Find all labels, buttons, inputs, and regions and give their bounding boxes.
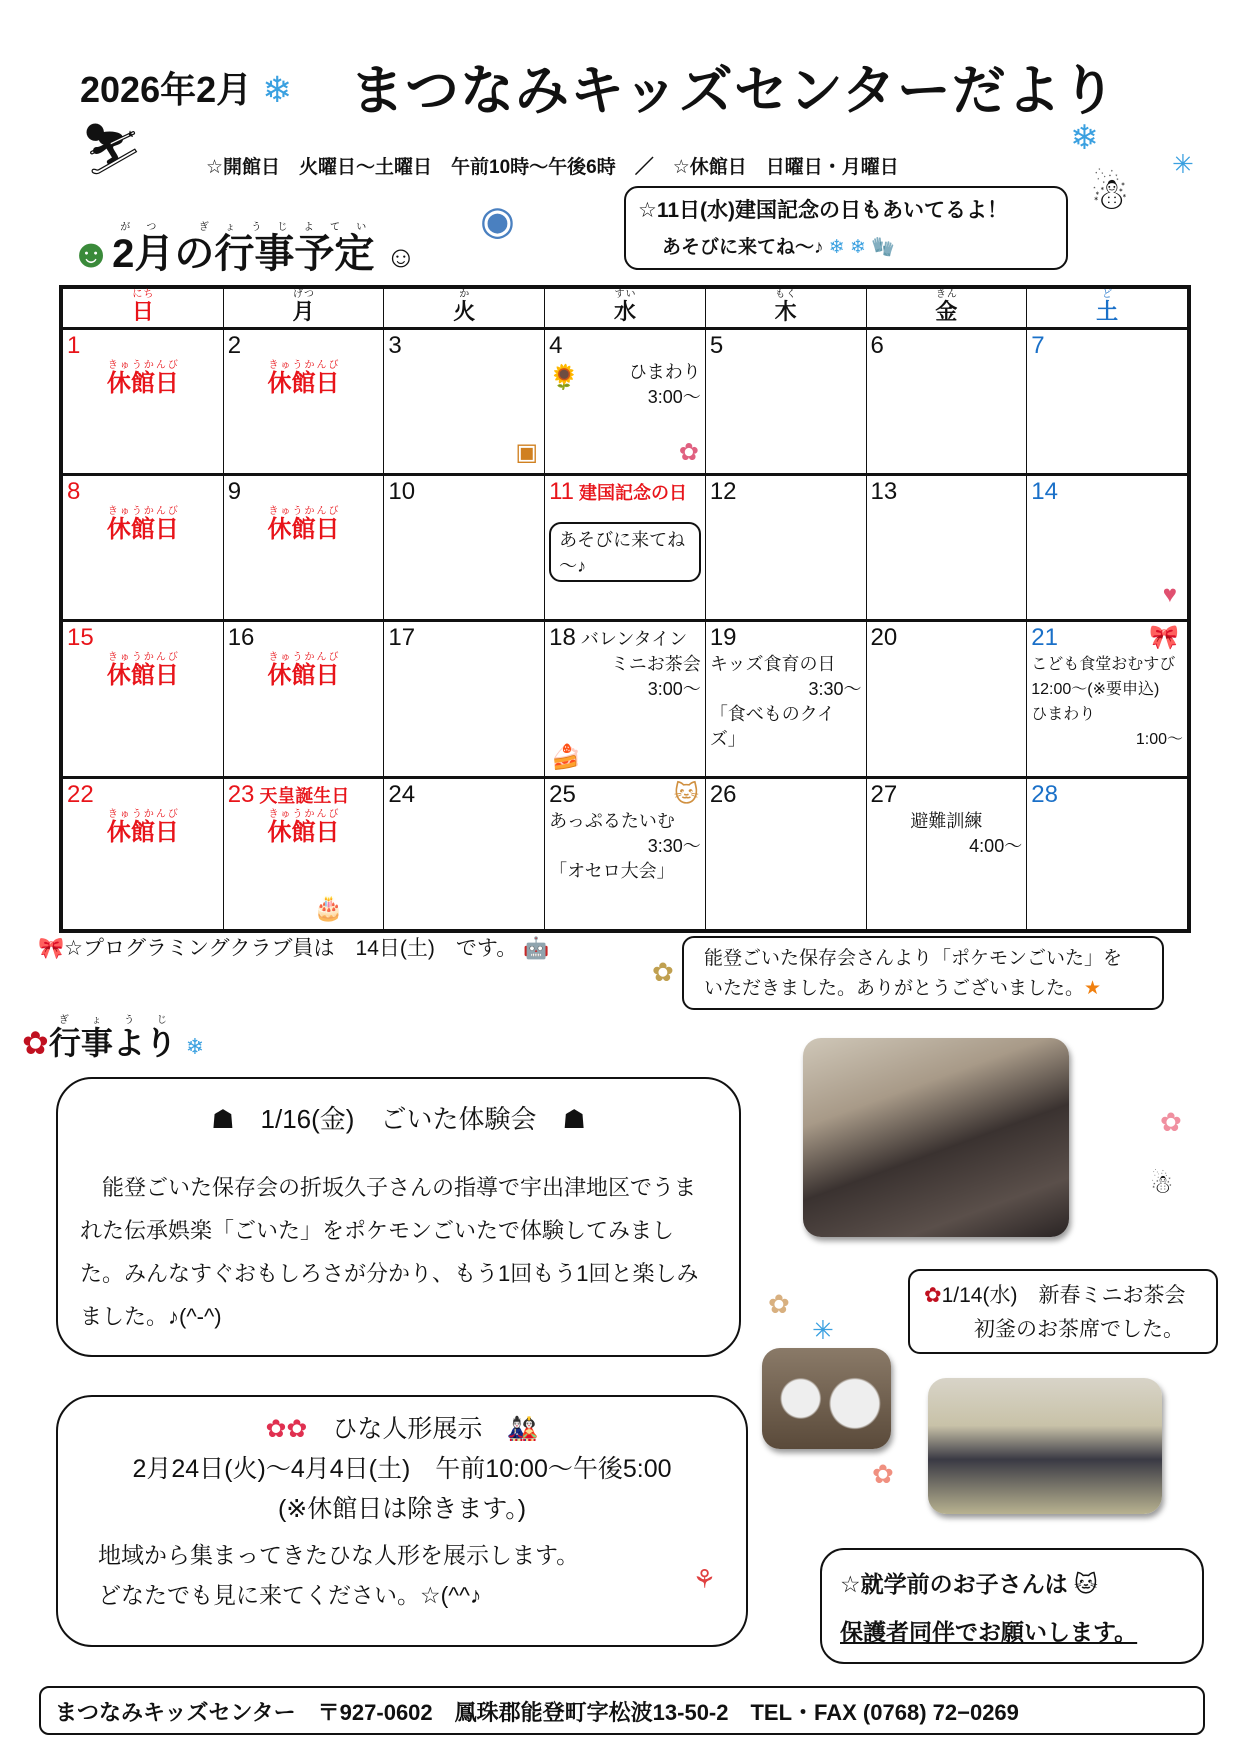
thanks-bubble (682, 936, 1164, 1010)
hina-note: (※休館日は除きます。) (277, 1495, 527, 1523)
calendar-day-cell (1027, 778, 1188, 930)
snowflake-icon: ✳ (1172, 149, 1194, 179)
goita-report-box (56, 1077, 741, 1357)
calendar-week (63, 329, 1188, 475)
day-number: 26 (709, 781, 737, 808)
preschool-notice-box (820, 1548, 1204, 1664)
weekday-header: 土ど (1027, 289, 1188, 329)
day-number: 19 (709, 624, 737, 651)
calendar-day-cell (705, 778, 866, 930)
ribbon-icon: 🎀 (38, 937, 65, 960)
speech-bubble: あそびに来てね～♪ (549, 522, 701, 582)
day-title: バレンタイン (580, 629, 688, 649)
event-calendar (59, 285, 1191, 933)
tea-party-bubble (908, 1269, 1218, 1354)
programming-club-note: 🎀☆プログラミングクラブ員は 14日(土) です。 🤖 (38, 937, 550, 960)
hina-desc1: 地域から集まってきたひな人形を展示します。 (98, 1542, 580, 1568)
hina-doll-box (56, 1395, 748, 1647)
closed-label: 休館日きゅうかんび (267, 360, 340, 397)
calendar-day-cell (1027, 329, 1188, 475)
calendar-day-cell (545, 621, 706, 778)
weekday-header: 火か (384, 289, 545, 329)
event-text: キッズ食育の日 (709, 654, 836, 674)
calendar-day-cell (705, 329, 866, 475)
notice-line2: あそびに来てね～♪ ❄ ❄ 🧤 (662, 237, 895, 258)
plum-blossom-icon: ✿ (678, 439, 699, 466)
event-text: 「オセロ大会」 (549, 861, 675, 881)
goita-photo (803, 1038, 1069, 1237)
day-number: 10 (388, 478, 416, 505)
holiday-notice-bubble (624, 186, 1068, 270)
plum-flower-icon: ✿ (924, 1284, 942, 1307)
weekday-header: 木もく (705, 289, 866, 329)
day-number: 18 (549, 624, 576, 651)
event-text: 3:00～ (647, 387, 701, 407)
event-text: あっぷるたいむ (549, 811, 675, 831)
calendar-week (63, 778, 1188, 930)
tsurushi-bina-icon: ⚘ (692, 1564, 716, 1594)
flower-icon: ✿ (1160, 1107, 1182, 1137)
day-number: 9 (227, 478, 242, 505)
snowflake-icon: ✳ (812, 1315, 834, 1345)
closed-label: 休館日きゅうかんび (106, 360, 179, 397)
day-number: 17 (388, 624, 416, 651)
weekday-header: 金きん (866, 289, 1027, 329)
calendar-day-cell (223, 621, 384, 778)
notice-line1: ☆11日(水)建国記念の日もあいてるよ！ (638, 199, 1009, 222)
day-number: 5 (709, 332, 724, 359)
day-number: 7 (1031, 332, 1045, 359)
cake-icon: 🍰 (551, 744, 581, 771)
day-number: 21 (1031, 624, 1058, 651)
plum-blossom-icon: ✿✿ (265, 1415, 308, 1443)
goita-body: 能登ごいた保存会の折坂久子さんの指導で宇出津地区でうまれた伝承娯楽「ごいた」をポケモンごいたで体験してみました。みんなすぐおもしろさが分かり、もう1回もう1回と楽しみました。♪(^-^) (80, 1175, 699, 1329)
kids-sledding-illustration-icon: ⛷ (80, 121, 144, 177)
star-icon: ★ (1084, 978, 1102, 999)
preschool-line1: ☆就学前のお子さんは 🐱 (840, 1571, 1098, 1597)
calendar-day-cell (866, 329, 1027, 475)
weekday-header: 日にち (63, 289, 224, 329)
calendar-day-cell (545, 329, 706, 475)
flower-icon: ✿ (872, 1459, 894, 1489)
calendar-day-cell (866, 475, 1027, 621)
weekday-header: 水すい (545, 289, 706, 329)
day-number: 3 (388, 332, 402, 359)
event-text: こども食堂おむすび (1031, 656, 1176, 673)
events-report-heading: ✿行事よりぎょうじ ❄ (22, 1015, 205, 1061)
event-text: ひまわり (1031, 706, 1096, 723)
calendar-day-cell (223, 329, 384, 475)
event-text: 「食べものクイズ」 (709, 704, 835, 749)
calendar-day-cell (384, 778, 545, 930)
calendar-day-cell (1027, 475, 1188, 621)
day-number: 24 (388, 781, 416, 808)
calendar-day-cell (545, 475, 706, 621)
do-logo-icon: ◉ (480, 199, 515, 243)
day-number: 15 (67, 624, 94, 651)
thanks-line2: いただきました。ありがとうございました。★ (704, 978, 1102, 999)
shogi-piece-icon: ☗ (562, 1104, 586, 1134)
event-text: ミニお茶会 (610, 654, 701, 674)
calendar-day-cell (1027, 621, 1188, 778)
event-text: 1:00～ (1135, 731, 1183, 748)
day-title: 天皇誕生日 (259, 786, 350, 806)
calendar-day-cell (866, 778, 1027, 930)
calendar-week (63, 475, 1188, 621)
day-number: 13 (870, 478, 898, 505)
event-text: 3:30～ (647, 836, 701, 856)
flower-icon: ✿ (768, 1289, 790, 1319)
day-number: 27 (870, 781, 898, 808)
day-number: 23 (227, 781, 255, 808)
calendar-day-cell (223, 475, 384, 621)
snowflake-icon: ❄ ❄ (828, 237, 866, 258)
hina-dates: 2月24日(火)～4月4日(土) 午前10:00～午後5:00 (132, 1455, 672, 1483)
snowflake-icon: ❄ (185, 1034, 205, 1059)
snowman-icon: ☃ (1090, 170, 1130, 219)
calendar-week (63, 621, 1188, 778)
calendar-day-cell (384, 475, 545, 621)
birthday-cake-icon: 🎂 (313, 895, 344, 922)
day-number: 1 (67, 332, 81, 359)
shogi-piece-icon: ☗ (211, 1104, 235, 1134)
closed-label: 休館日きゅうかんび (106, 652, 179, 689)
closed-label: 休館日きゅうかんび (106, 506, 179, 543)
mittens-icon: 🧤 (871, 237, 895, 258)
event-text: 3:00～ (647, 679, 701, 699)
tea-line1: ✿1/14(水) 新春ミニお茶会 (924, 1284, 1186, 1307)
day-number: 20 (870, 624, 898, 651)
ribbon-icon: 🎀 (1149, 624, 1179, 651)
day-number: 12 (709, 478, 737, 505)
snowman-photo (762, 1348, 891, 1449)
snowflake-icon: ❄ (262, 69, 293, 110)
cat-icon: 🐱 (1074, 1571, 1098, 1597)
day-title: 建国記念の日 (579, 483, 688, 503)
event-text: ひまわり (628, 362, 701, 382)
bean-bag-icon: ▣ (515, 439, 539, 466)
calendar-day-cell (63, 778, 224, 930)
closed-label: 休館日きゅうかんび (106, 809, 179, 846)
oni-mask-icon: ☻ (70, 232, 113, 276)
day-number: 28 (1031, 781, 1058, 808)
hina-desc2: どなたでも見に来てください。☆(^^♪ (98, 1582, 482, 1608)
plum-flower-icon: ✿ (22, 1025, 49, 1061)
snowflake-icon: ❄ (1070, 119, 1099, 157)
footer-contact: まつなみキッズセンター 〒927-0602 鳳珠郡能登町字松波13-50-2 TEL・FAX (0768) 72−0269 (39, 1686, 1205, 1735)
day-number: 4 (549, 332, 563, 359)
cat-icon: 🐱 (673, 781, 699, 808)
tea-party-photo (928, 1378, 1162, 1514)
day-number: 8 (67, 478, 81, 505)
goita-title: ☗ 1/16(金) ごいた体験会 ☗ (211, 1104, 586, 1134)
heart-icon: ♥ (1162, 581, 1177, 608)
tea-line2: 初釜のお茶席でした。 (974, 1318, 1184, 1341)
weekday-header: 月げつ (223, 289, 384, 329)
calendar-day-cell (705, 475, 866, 621)
day-number: 11 (549, 478, 575, 505)
thanks-line1: 能登ごいた保存会さんより「ポケモンごいた」を (704, 948, 1123, 969)
closed-label: 休館日きゅうかんび (267, 809, 340, 846)
calendar-day-cell (63, 621, 224, 778)
robot-computer-icon: 🤖 (523, 937, 550, 960)
event-text: 避難訓練 (910, 811, 983, 831)
calendar-day-cell (63, 475, 224, 621)
event-text: 12:00～(※要申込) (1031, 681, 1160, 698)
day-number: 6 (870, 332, 884, 359)
calendar-day-cell (866, 621, 1027, 778)
event-text: 4:00～ (969, 836, 1023, 856)
event-text: 3:30～ (808, 679, 862, 699)
day-number: 16 (227, 624, 255, 651)
calendar-day-cell (705, 621, 866, 778)
opening-hours: ☆開館日 火曜日～土曜日 午前10時～午後6時 ／ ☆休館日 日曜日・月曜日 (206, 157, 899, 178)
hina-dolls-icon: 🎎 (507, 1415, 539, 1443)
flower-icon: ✿ (652, 957, 674, 987)
calendar-day-cell (384, 329, 545, 475)
calendar-day-cell (545, 778, 706, 930)
day-number: 22 (67, 781, 94, 808)
issue-date: 2026年2月 ❄ (80, 69, 293, 110)
calendar-day-cell (384, 621, 545, 778)
preschool-line2: 保護者同伴でお願いします。 (840, 1619, 1138, 1645)
newsletter-title: まつなみキッズセンターだより (350, 61, 1117, 121)
otafuku-icon: ☺ (385, 241, 417, 274)
sunflower-icon: 🌻 (549, 364, 579, 391)
day-number: 14 (1031, 478, 1058, 505)
calendar-day-cell (63, 329, 224, 475)
hina-title: ✿✿ ひな人形展示 🎎 (265, 1415, 539, 1443)
snowman-icon: ☃ (1150, 1169, 1174, 1199)
calendar-day-cell (223, 778, 384, 930)
schedule-heading: ☻2月の行事予定がつ ぎょうじよてい ☺ (70, 222, 417, 276)
closed-label: 休館日きゅうかんび (267, 652, 340, 689)
day-number: 25 (549, 781, 576, 808)
closed-label: 休館日きゅうかんび (267, 506, 340, 543)
day-number: 2 (227, 332, 242, 359)
